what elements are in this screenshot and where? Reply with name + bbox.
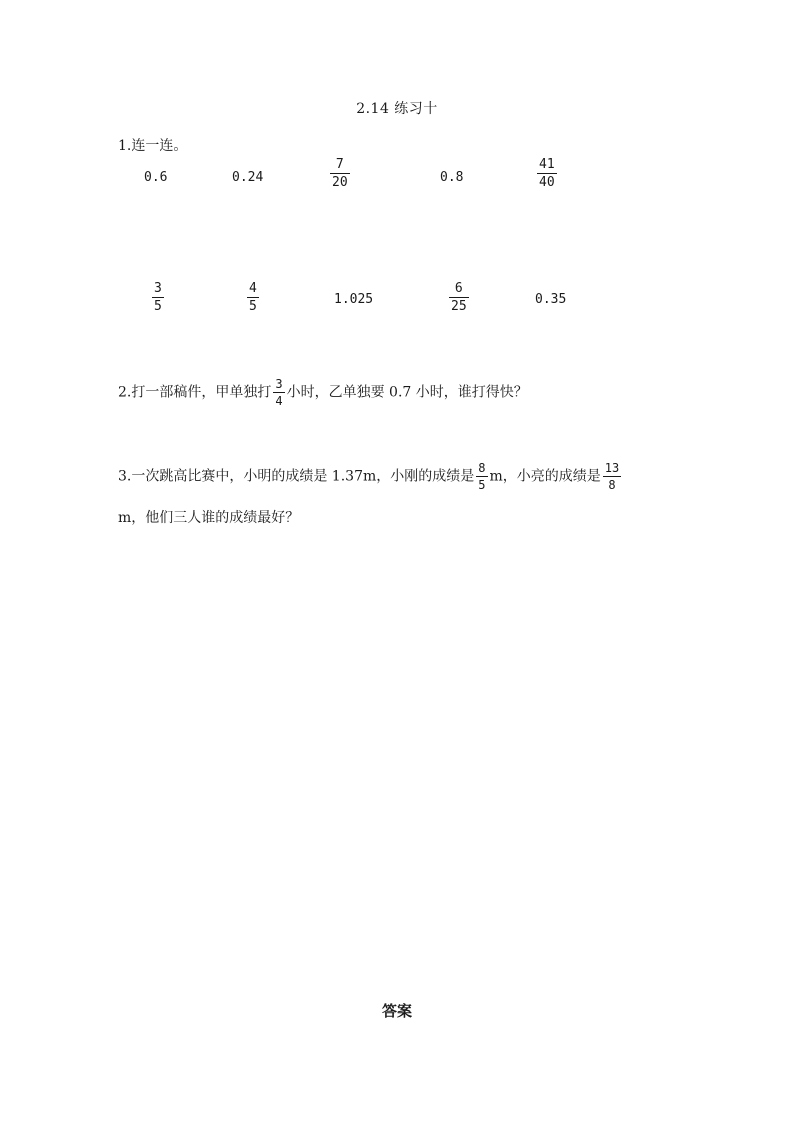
fraction (330, 158, 350, 189)
question-1-label: 1.连一连。 (118, 138, 188, 154)
row1-item-4: 0.8 (440, 170, 464, 185)
question-3-text-part-1: 3.一次跳高比赛中，小明的成绩是 1.37m，小刚的成绩是 (118, 468, 475, 485)
denominator: 4 (275, 394, 283, 408)
fraction (449, 282, 469, 313)
fraction (537, 158, 557, 189)
question-2-text-after: 小时，乙单独要 0.7 小时，谁打得快？ (286, 384, 528, 401)
page-title: 2.14 练习十 (356, 101, 438, 117)
question-2-text-before: 2.打一部稿件，甲单独打 (118, 384, 272, 401)
row2-item-5: 0.35 (535, 292, 567, 307)
fraction (152, 282, 164, 313)
row2-item-2 (247, 282, 259, 313)
row2-item-3: 1.025 (334, 292, 374, 307)
row1-item-1: 0.6 (144, 170, 168, 185)
numerator: 7 (335, 157, 344, 172)
fraction (476, 462, 487, 491)
fraction (273, 378, 284, 407)
question-3-text-part-2: m，小亮的成绩是 (489, 468, 601, 485)
denominator: 5 (249, 299, 257, 314)
denominator: 5 (478, 478, 486, 492)
numerator: 4 (249, 281, 257, 296)
question-3-line-2: m，他们三人谁的成绩最好？ (118, 510, 300, 526)
denominator: 25 (451, 299, 467, 314)
numerator: 8 (478, 461, 486, 475)
question-2 (118, 378, 528, 407)
denominator: 40 (539, 175, 555, 190)
numerator: 3 (154, 281, 162, 296)
question-3-line-1 (118, 462, 623, 491)
denominator: 8 (608, 478, 616, 492)
denominator: 20 (332, 175, 348, 190)
numerator: 41 (539, 157, 555, 172)
numerator: 13 (604, 461, 620, 475)
fraction (603, 462, 621, 491)
numerator: 3 (275, 377, 283, 391)
numerator: 6 (454, 281, 463, 296)
row2-item-4 (449, 282, 469, 313)
row1-item-5 (537, 158, 557, 189)
row1-item-3 (330, 158, 350, 189)
fraction (247, 282, 259, 313)
row2-item-1 (152, 282, 164, 313)
denominator: 5 (154, 299, 162, 314)
answer-heading: 答案 (381, 1002, 412, 1020)
row1-item-2: 0.24 (232, 170, 264, 185)
